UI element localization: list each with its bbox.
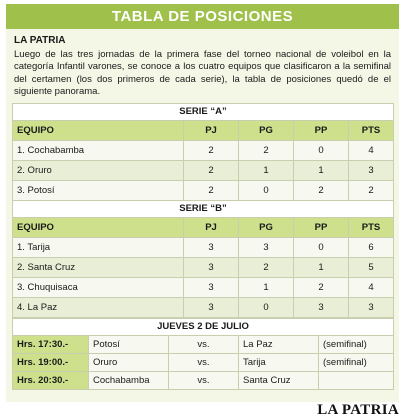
- match-vs: vs.: [169, 335, 239, 353]
- table-row: [13, 180, 394, 200]
- match-row: [13, 335, 394, 353]
- cell-pp: 0: [294, 140, 349, 160]
- intro-paragraph: Luego de las tres jornadas de la primera fase del torneo nacional de voleibol en la categoría Infantil varones, se conoce a los cuatro equipos que clasificaron a la semifinal del certamen (los dos primeros de cada serie), la tabla de posiciones quedó de el siguiente panorama.: [14, 48, 391, 97]
- schedule-date-row: [13, 318, 394, 335]
- serie-a-title-row: [13, 103, 394, 120]
- standings-table: [12, 103, 394, 318]
- cell-pj: 3: [184, 257, 239, 277]
- cell-pg: 3: [239, 237, 294, 257]
- team-name: 1. Cochabamba: [13, 140, 184, 160]
- match-away: Santa Cruz: [239, 371, 319, 389]
- header-pp: PP: [294, 120, 349, 140]
- cell-pts: 3: [349, 160, 394, 180]
- cell-pg: 2: [239, 140, 294, 160]
- schedule-date: JUEVES 2 DE JULIO: [13, 318, 394, 335]
- cell-pg: 1: [239, 160, 294, 180]
- cell-pg: 1: [239, 277, 294, 297]
- serie-b-header-row: [13, 217, 394, 237]
- serie-a-title: SERIE “A”: [13, 103, 394, 120]
- cell-pg: 2: [239, 257, 294, 277]
- table-row: [13, 140, 394, 160]
- cell-pj: 2: [184, 140, 239, 160]
- match-away: La Paz: [239, 335, 319, 353]
- header-pp: PP: [294, 217, 349, 237]
- schedule-table: [12, 318, 394, 390]
- match-home: Potosí: [89, 335, 169, 353]
- cell-pp: 1: [294, 257, 349, 277]
- cell-pp: 2: [294, 180, 349, 200]
- standings-panel: [6, 4, 399, 402]
- cell-pp: 0: [294, 237, 349, 257]
- table-row: [13, 160, 394, 180]
- table-row: [13, 237, 394, 257]
- cell-pts: 5: [349, 257, 394, 277]
- header-team: EQUIPO: [13, 217, 184, 237]
- match-row: [13, 371, 394, 389]
- team-name: 2. Santa Cruz: [13, 257, 184, 277]
- match-time: Hrs. 20:30.-: [13, 371, 89, 389]
- match-note: (semifinal): [319, 353, 394, 371]
- intro-section: [6, 29, 399, 99]
- table-row: [13, 297, 394, 317]
- cell-pg: 0: [239, 180, 294, 200]
- header-team: EQUIPO: [13, 120, 184, 140]
- header-pg: PG: [239, 217, 294, 237]
- source-label: LA PATRIA: [14, 35, 66, 46]
- match-home: Oruro: [89, 353, 169, 371]
- team-name: 4. La Paz: [13, 297, 184, 317]
- match-row: [13, 353, 394, 371]
- cell-pj: 2: [184, 180, 239, 200]
- header-pg: PG: [239, 120, 294, 140]
- header-pj: PJ: [184, 217, 239, 237]
- cell-pts: 3: [349, 297, 394, 317]
- cell-pts: 4: [349, 277, 394, 297]
- serie-b-title-row: [13, 200, 394, 217]
- match-vs: vs.: [169, 371, 239, 389]
- header-pj: PJ: [184, 120, 239, 140]
- match-note: (semifinal): [319, 335, 394, 353]
- table-row: [13, 277, 394, 297]
- cell-pts: 4: [349, 140, 394, 160]
- cell-pj: 2: [184, 160, 239, 180]
- cell-pts: 6: [349, 237, 394, 257]
- team-name: 1. Tarija: [13, 237, 184, 257]
- match-away: Tarija: [239, 353, 319, 371]
- match-home: Cochabamba: [89, 371, 169, 389]
- match-time: Hrs. 17:30.-: [13, 335, 89, 353]
- match-note: [319, 371, 394, 389]
- newspaper-logo: LA PATRIA: [317, 402, 399, 418]
- serie-a-header-row: [13, 120, 394, 140]
- cell-pj: 3: [184, 297, 239, 317]
- table-row: [13, 257, 394, 277]
- team-name: 3. Potosí: [13, 180, 184, 200]
- match-time: Hrs. 19:00.-: [13, 353, 89, 371]
- cell-pj: 3: [184, 237, 239, 257]
- header-pts: PTS: [349, 217, 394, 237]
- cell-pj: 3: [184, 277, 239, 297]
- match-vs: vs.: [169, 353, 239, 371]
- cell-pp: 2: [294, 277, 349, 297]
- team-name: 3. Chuquisaca: [13, 277, 184, 297]
- banner-title: TABLA DE POSICIONES: [6, 4, 399, 29]
- serie-b-title: SERIE “B”: [13, 200, 394, 217]
- cell-pg: 0: [239, 297, 294, 317]
- team-name: 2. Oruro: [13, 160, 184, 180]
- cell-pp: 3: [294, 297, 349, 317]
- cell-pts: 2: [349, 180, 394, 200]
- header-pts: PTS: [349, 120, 394, 140]
- cell-pp: 1: [294, 160, 349, 180]
